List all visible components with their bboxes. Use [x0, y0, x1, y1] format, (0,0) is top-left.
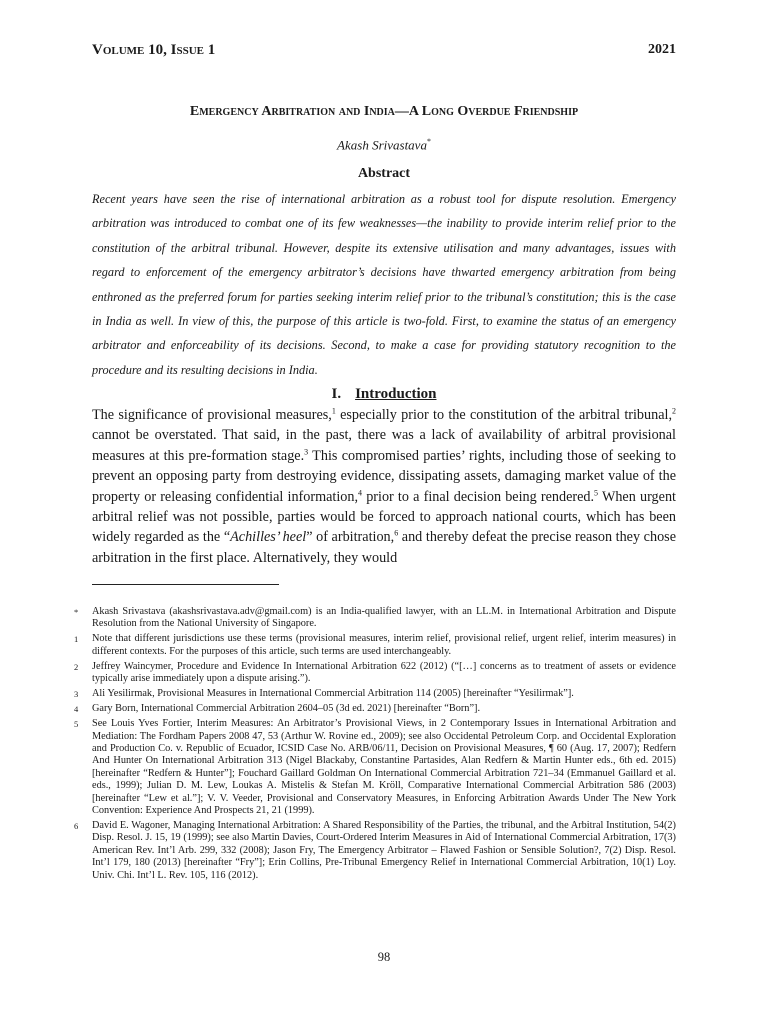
footnote-2: 2 Jeffrey Waincymer, Procedure and Evidence In International Arbitration 622 (2012) (“[…] concerns as to treatment of assets or evidence typically arise immediately upon a dispute arising.”).	[74, 660, 676, 685]
footnote-ref-2: 2	[672, 406, 677, 416]
footnote-ref-5: 5	[594, 487, 599, 497]
section-title: Introduction	[355, 386, 437, 402]
footnote-ref-4: 4	[358, 487, 363, 497]
section-number: I.	[331, 386, 342, 402]
footnote-ref-3: 3	[304, 447, 309, 457]
running-header-year: 2021	[648, 42, 676, 57]
footnote-1: 1 Note that different jurisdictions use these terms (provisional measures, interim relief, provisional relief, urgent relief, interim measures) in different contexts. For the purposes of this article, such terms are used interchangeably.	[74, 633, 676, 657]
page-number: 98	[377, 950, 391, 964]
footnote-5: 5 See Louis Yves Fortier, Interim Measures: An Arbitrator’s Provisional Views, in 2 Contemporary Issues in International Arbitration and Mediation: The Fordham Papers 2008 47, 53 (Arthur W. Rovine ed., 2009); see also Occidental Petroleum Corp. and Occidental Exploration and Production Co. v. Republic of Ecuador, ICSID Case No. ARB/06/11, Decision on Provisional Measures, ¶ 60 (Aug. 17, 2007); Redfern And Hunter On International Arbitration 313 (Nigel Blackaby, Constantine Partasides, Alan Redfern & Martin Hunter eds., 6th ed. 2015) [hereinafter “Redfern & Hunter”]; Fouchard Gaillard Goldman On International Commercial Arbitration 721–34 (Emmanuel Gaillard et al. eds., 1999); Julian D. M. Lew, Loukas A. Mistelis & Stefan M. Kröll, Comparative International Commercial Arbitration 586 (2003) [hereinafter “Lew et al.”]; V. V. Veeder, Provisional and Conservatory Measures, in Enforcing Arbitration Awards Under The New York Convention: Experience And Prospects 21, 21 (1999).	[74, 718, 676, 817]
author-name: Akash Srivastava	[337, 137, 427, 153]
footnote-author: * Akash Srivastava (akashsrivastava.adv@gmail.com) is an India-qualified lawyer, with an LL.M. in International Arbitration and Dispute Resolution from the National University of Singapore.	[74, 606, 676, 630]
footnote-ref-1: 1	[331, 406, 336, 416]
article-title: Emergency Arbitration and India—A Long Overdue Friendship	[189, 104, 579, 119]
abstract-heading: Abstract	[357, 166, 411, 181]
running-header-volume: Volume 10, Issue 1	[92, 42, 216, 58]
author-line	[0, 137, 768, 153]
footnote-6: 6 David E. Wagoner, Managing International Arbitration: A Shared Responsibility of the Parties, the tribunal, and the Arbitral Institution, 54(2) Disp. Resol. J. 15, 19 (1999); see also Martin Davies, Court-Ordered Interim Measures in Aid of International Commercial Arbitration, 17(3) American Rev. Int’l Arb. 299, 332 (2008); Jason Fry, The Emergency Arbitrator – Flawed Fashion or Sensible Solution?, 7(2) Disp. Resol. Int’l 179, 180 (2013) [hereinafter “Fry”]; Erin Collins, Pre-Tribunal Emergency Relief in International Commercial Arbitration, 10(1) Loy. Univ. Chi. Int’l L. Rev. 105, 116 (2012).	[74, 820, 676, 881]
footnote-ref-6: 6	[394, 528, 399, 538]
footnote-3: 3 Ali Yesilirmak, Provisional Measures in International Commercial Arbitration 114 (2005) [hereinafter “Yesilirmak”].	[74, 688, 574, 700]
footnotes	[74, 606, 676, 885]
section-heading	[0, 386, 768, 403]
abstract-text: Recent years have seen the rise of international arbitration as a robust tool for dispute resolution. Emergency arbitration was introduced to combat one of its few weaknesses—the inability to provide interim relief prior to the constitution of the arbitral tribunal. However, despite its extensive utilisation and many advantages, issues with regard to enforcement of the emergency arbitrator’s decisions have thwarted emergency arbitration from being enthroned as the preferred forum for parties seeking interim relief prior to the tribunal’s constitution; this is the case in India as well. In view of this, the purpose of this article is two-fold. First, to examine the status of an emergency arbitrator and enforceability of its decisions. Second, to make a case for providing statutory recognition to the procedure and its resulting decisions in India.	[92, 192, 676, 377]
author-footnote-mark: *	[426, 137, 431, 146]
introduction-paragraph: The significance of provisional measures,$^1$ especially prior to the constitution of the arbitral tribunal,$^2$ cannot be overstated. That said, in the past, there was a lack of availability of arbitral provisional measures at this pre-formation stage.$^3$ This compromised parties’ rights, including those of seeking to prevent an opposing party from destroying evidence, dissipating assets, damaging market value of the property or releasing confidential information,$^4$ prior to a final decision being rendered.$^5$ When urgent arbitral relief was not possible, parties would be forced to approach national courts, which has been widely regarded as the “Achilles’ heel” of arbitration,$^6$ and thereby defeat the precise reason they chose arbitration in the first place. Alternatively, they would	[92, 406, 677, 566]
achilles-heel-phrase: Achilles’ heel	[230, 529, 307, 546]
footnote-4: 4 Gary Born, International Commercial Arbitration 2604–05 (3d ed. 2021) [hereinafter “Born”].	[74, 703, 481, 715]
footnote-separator	[92, 584, 279, 585]
